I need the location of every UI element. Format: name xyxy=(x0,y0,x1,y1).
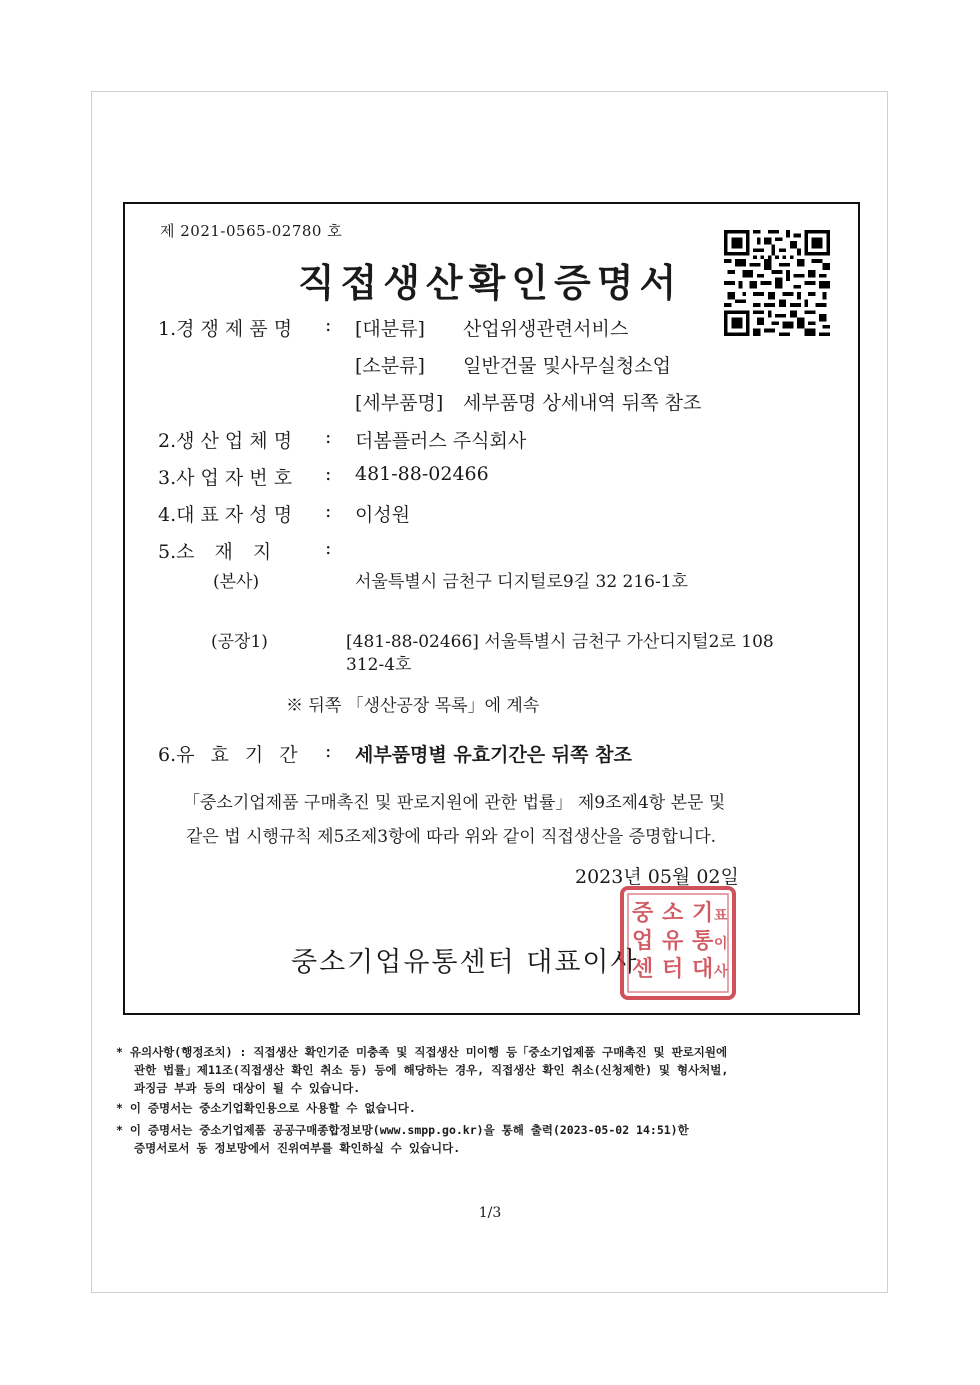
svg-text:대: 대 xyxy=(692,956,714,982)
svg-text:통: 통 xyxy=(692,928,714,954)
category-detail: 세부품명 상세내역 뒤쪽 참조 xyxy=(463,392,702,414)
note-1-line3: 과징금 부과 등의 대상이 될 수 있습니다. xyxy=(134,1081,361,1095)
svg-text:기: 기 xyxy=(692,900,714,926)
svg-text:센: 센 xyxy=(632,956,654,982)
note-2: * 이 증명서는 중소기업확인용으로 사용할 수 없습니다. xyxy=(116,1101,416,1115)
svg-text:표: 표 xyxy=(714,908,728,924)
qr-code-icon xyxy=(724,230,830,336)
svg-text:중: 중 xyxy=(632,900,654,926)
validity-value: 세부품명별 유효기간은 뒤쪽 참조 xyxy=(355,744,632,766)
note-3-line1: * 이 증명서는 중소기업제품 공공구매종합정보망(www.smpp.go.kr)을 통해 출력(2023-05-02 14:51)한 xyxy=(116,1123,689,1137)
product-label: 1.경 쟁 제 품 명 xyxy=(158,318,293,340)
factory-continued-note: ※ 뒤쪽 「생산공장 목록」에 계속 xyxy=(286,696,540,716)
factory-address-line1: [481-88-02466] 서울특별시 금천구 가산디지털2로 108 xyxy=(346,632,774,652)
colon: : xyxy=(325,426,332,448)
note-1-line1: * 유의사항(행정조치) : 직접생산 확인기준 미충족 및 직접생산 미이행 등「중소기업제품 구매촉진 및 판로지원에 xyxy=(116,1045,728,1059)
statement-line1: 「중소기업제품 구매촉진 및 판로지원에 관한 법률」 제9조제4항 본문 및 xyxy=(183,793,726,813)
colon: : xyxy=(325,537,332,559)
ceo-name: 이성원 xyxy=(355,504,411,526)
category-minor-tag: [소분류] xyxy=(355,355,425,377)
category-major: 산업위생관련서비스 xyxy=(463,318,629,340)
svg-text:업: 업 xyxy=(632,928,654,954)
official-seal-icon xyxy=(618,884,738,1002)
colon: : xyxy=(325,463,332,485)
note-1-line2: 관한 법률」제11조(직접생산 확인 취소 등) 등에 해당하는 경우, 직접생산 확인 취소(신청제한) 및 형사처벌, xyxy=(134,1063,729,1077)
certificate-number: 제 2021-0565-02780 호 xyxy=(160,222,343,240)
statement-line2: 같은 법 시행규칙 제5조제3항에 따라 위와 같이 직접생산을 증명합니다. xyxy=(186,827,717,847)
ceo-label: 4.대 표 자 성 명 xyxy=(158,504,293,526)
colon: : xyxy=(325,314,332,336)
factory-address-line2: 312-4호 xyxy=(346,655,412,675)
company-name: 더봄플러스 주식회사 xyxy=(355,430,527,452)
category-minor: 일반건물 및사무실청소업 xyxy=(463,355,671,377)
svg-text:사: 사 xyxy=(714,964,728,980)
page-number: 1/3 xyxy=(478,1205,502,1221)
colon: : xyxy=(325,740,332,762)
hq-address: 서울특별시 금천구 디지털로9길 32 216-1호 xyxy=(355,572,688,592)
svg-text:터: 터 xyxy=(662,956,684,982)
factory-tag: (공장1) xyxy=(211,632,268,652)
hq-tag: (본사) xyxy=(213,572,260,592)
note-3-line2: 증명서로서 동 정보망에서 진위여부를 확인하실 수 있습니다. xyxy=(134,1141,461,1155)
validity-label: 6.유 효 기 간 xyxy=(158,744,298,766)
issue-date: 2023년 05월 02일 xyxy=(575,866,739,888)
issuer-name: 중소기업유통센터 대표이사 xyxy=(291,947,639,978)
category-detail-tag: [세부품명] xyxy=(355,392,444,414)
business-number: 481-88-02466 xyxy=(355,463,489,485)
bizno-label: 3.사 업 자 번 호 xyxy=(158,467,293,489)
colon: : xyxy=(325,500,332,522)
certificate-title: 직접생산확인증명서 xyxy=(297,261,683,305)
company-label: 2.생 산 업 체 명 xyxy=(158,430,293,452)
svg-text:유: 유 xyxy=(662,928,684,954)
category-major-tag: [대분류] xyxy=(355,318,425,340)
location-label: 5.소 재 지 xyxy=(158,541,272,563)
svg-text:이: 이 xyxy=(714,936,728,952)
svg-text:소: 소 xyxy=(662,900,684,926)
